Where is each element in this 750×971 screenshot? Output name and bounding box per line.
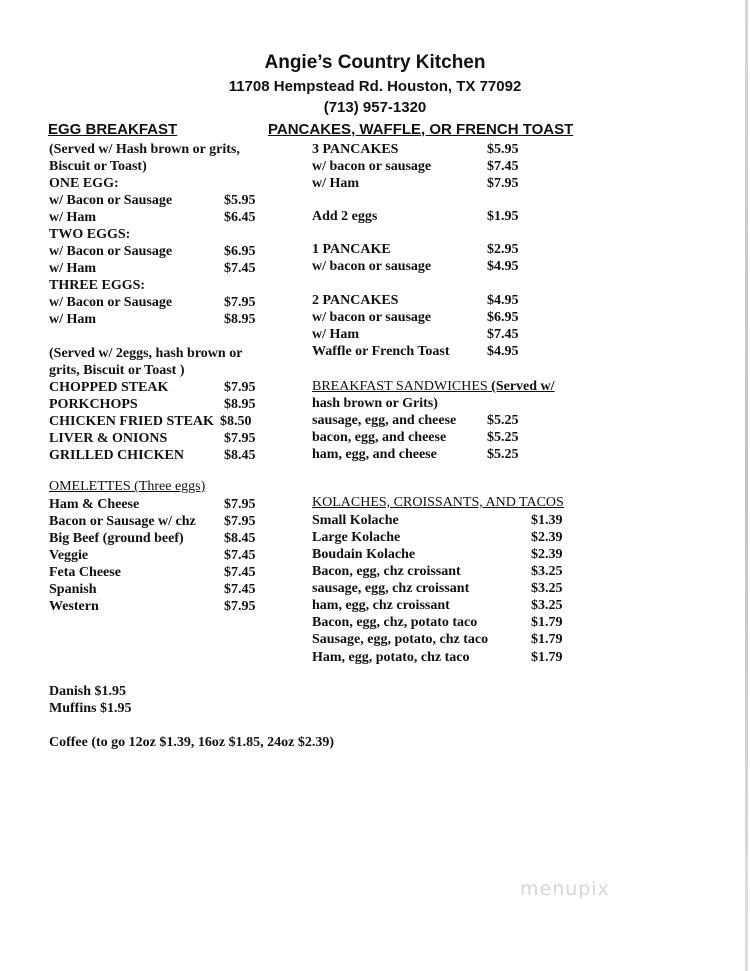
menu-item-price: $8.50	[220, 414, 252, 429]
menu-item-name: Bacon, egg, chz croissant	[312, 564, 461, 579]
menu-item-name: 3 PANCAKES	[312, 142, 399, 157]
restaurant-phone: (713) 957-1320	[323, 99, 427, 116]
menu-item-price: $7.45	[224, 565, 256, 580]
menu-item-price: $8.45	[224, 448, 256, 463]
menu-item-name: Waffle or French Toast	[312, 344, 450, 359]
menu-item-price: $1.79	[531, 615, 563, 630]
menu-item-price: $5.25	[487, 413, 519, 428]
menu-item-name: w/ Ham	[49, 261, 97, 276]
menu-item-price: $1.79	[531, 632, 563, 647]
menu-item-name: Bacon or Sausage w/ chz	[49, 514, 196, 529]
menu-item-price: $1.95	[487, 209, 519, 224]
menu-item-name: Boudain Kolache	[312, 547, 416, 562]
menu-item-price: $7.45	[224, 582, 256, 597]
menu-item-price: $2.95	[487, 242, 519, 257]
kolaches-title: KOLACHES, CROISSANTS, AND TACOS	[312, 495, 564, 510]
menu-item-price: $3.25	[531, 564, 563, 579]
menu-item-price: $7.45	[487, 327, 519, 342]
menu-item-price: $6.95	[487, 310, 519, 325]
one-egg-label: ONE EGG:	[49, 176, 119, 191]
menu-item-name: Bacon, egg, chz, potato taco	[312, 615, 478, 630]
scan-edge	[745, 0, 748, 971]
menu-item-price: $8.45	[224, 531, 256, 546]
menu-item-name: sausage, egg, chz croissant	[312, 581, 470, 596]
plates-note-2: grits, Biscuit or Toast )	[49, 363, 185, 378]
danish-item: Danish $1.95	[49, 684, 127, 699]
sandwiches-title-main: BREAKFAST SANDWICHES	[312, 379, 488, 394]
menu-item-price: $1.39	[531, 513, 563, 528]
menu-item-name: Western	[49, 599, 99, 614]
menu-item-price: $4.95	[487, 344, 519, 359]
menu-item-name: Spanish	[49, 582, 97, 597]
menu-item-name: w/ Ham	[312, 327, 360, 342]
sandwiches-title-note-2: hash brown or Grits)	[312, 396, 438, 411]
menu-item-name: Ham, egg, potato, chz taco	[312, 650, 470, 665]
menu-item-price: $8.95	[224, 312, 256, 327]
menu-item-name: w/ Bacon or Sausage	[49, 193, 173, 208]
restaurant-name: Angie’s Country Kitchen	[264, 52, 486, 73]
menu-item-name: w/ bacon or sausage	[312, 159, 432, 174]
menu-item-price: $3.25	[531, 598, 563, 613]
menu-item-price: $7.45	[224, 261, 256, 276]
menu-item-name: CHICKEN FRIED STEAK	[49, 414, 214, 429]
coffee-item: Coffee (to go 12oz $1.39, 16oz $1.85, 24oz $2.39)	[49, 735, 334, 750]
menu-item-name: bacon, egg, and cheese	[312, 430, 447, 445]
menu-item-name: w/ Ham	[312, 176, 360, 191]
menu-item-name: w/ Bacon or Sausage	[49, 295, 173, 310]
menu-item-name: PORKCHOPS	[49, 397, 138, 412]
menu-item-name: 1 PANCAKE	[312, 242, 391, 257]
menu-item-name: Sausage, egg, potato, chz taco	[312, 632, 489, 647]
menu-item-price: $6.95	[224, 244, 256, 259]
menu-item-price: $5.25	[487, 447, 519, 462]
menu-item-name: Big Beef (ground beef)	[49, 531, 184, 546]
pancakes-title: PANCAKES, WAFFLE, OR FRENCH TOAST	[268, 121, 574, 138]
menu-item-name: GRILLED CHICKEN	[49, 448, 184, 463]
menu-item-name: w/ Bacon or Sausage	[49, 244, 173, 259]
menu-item-price: $7.95	[224, 295, 256, 310]
three-eggs-label: THREE EGGS:	[49, 278, 146, 293]
plates-note-1: (Served w/ 2eggs, hash brown or	[49, 346, 243, 361]
menu-item-name: w/ Ham	[49, 210, 97, 225]
menu-item-name: sausage, egg, and cheese	[312, 413, 457, 428]
menu-item-name: 2 PANCAKES	[312, 293, 399, 308]
menu-item-price: $2.39	[531, 547, 563, 562]
menu-item-price: $7.95	[224, 514, 256, 529]
menu-item-price: $3.25	[531, 581, 563, 596]
menu-item-name: Large Kolache	[312, 530, 401, 545]
menupix-watermark: menupix	[520, 878, 610, 900]
menu-item-price: $7.95	[224, 599, 256, 614]
menu-item-name: w/ Ham	[49, 312, 97, 327]
menu-item-name: Add 2 eggs	[312, 209, 378, 224]
menu-item-name: Ham & Cheese	[49, 497, 140, 512]
menu-item-price: $6.45	[224, 210, 256, 225]
menu-item-price: $4.95	[487, 259, 519, 274]
menu-item-name: Small Kolache	[312, 513, 399, 528]
menu-item-name: Feta Cheese	[49, 565, 121, 580]
menu-item-price: $8.95	[224, 397, 256, 412]
menu-item-price: $2.39	[531, 530, 563, 545]
restaurant-address: 11708 Hempstead Rd. Houston, TX 77092	[228, 78, 522, 95]
menu-item-price: $7.95	[224, 497, 256, 512]
menu-item-name: ham, egg, chz croissant	[312, 598, 450, 613]
menu-item-price: $4.95	[487, 293, 519, 308]
menu-item-price: $5.95	[224, 193, 256, 208]
menu-item-price: $7.45	[487, 159, 519, 174]
sandwiches-title	[312, 378, 555, 395]
egg-breakfast-note-1: (Served w/ Hash brown or grits,	[49, 142, 240, 157]
egg-breakfast-title: EGG BREAKFAST	[48, 121, 178, 138]
menu-item-name: CHOPPED STEAK	[49, 380, 169, 395]
sandwiches-title-note: (Served w/	[487, 379, 555, 394]
menu-item-price: $7.45	[224, 548, 256, 563]
menu-item-name: w/ bacon or sausage	[312, 310, 432, 325]
menu-item-price: $7.95	[224, 431, 256, 446]
muffins-item: Muffins $1.95	[49, 701, 132, 716]
menu-item-name: LIVER & ONIONS	[49, 431, 168, 446]
menu-item-price: $1.79	[531, 650, 563, 665]
menu-item-price: $7.95	[224, 380, 256, 395]
menu-item-name: w/ bacon or sausage	[312, 259, 432, 274]
menu-item-name: ham, egg, and cheese	[312, 447, 437, 462]
menu-item-price: $7.95	[487, 176, 519, 191]
omelettes-title: OMELETTES (Three eggs)	[49, 479, 206, 494]
egg-breakfast-note-2: Biscuit or Toast)	[49, 159, 147, 174]
two-eggs-label: TWO EGGS:	[49, 227, 131, 242]
menu-item-price: $5.95	[487, 142, 519, 157]
menu-item-name: Veggie	[49, 548, 89, 563]
menu-item-price: $5.25	[487, 430, 519, 445]
